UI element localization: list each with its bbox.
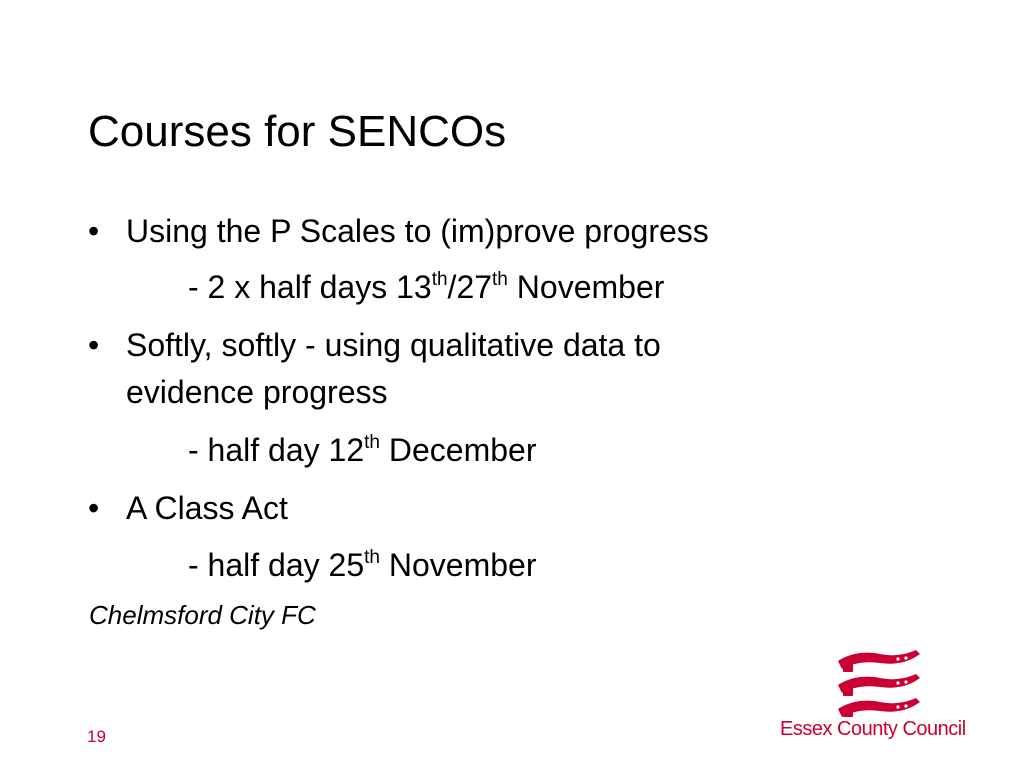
bullet-icon: • — [88, 213, 100, 249]
bullet-icon: • — [88, 327, 100, 363]
slide-title: Courses for SENCOs — [88, 107, 507, 156]
venue-label: Chelmsford City FC — [89, 600, 316, 630]
essex-county-council-logo — [780, 640, 990, 750]
course-title: A Class Act — [126, 490, 288, 526]
slide-number: 19 — [87, 727, 106, 746]
logo-text: Essex County Council — [780, 718, 966, 740]
course-title: Using the P Scales to (im)prove progress — [126, 213, 709, 249]
bullet-icon: • — [88, 490, 100, 526]
course-detail: - half day 25th November — [188, 547, 537, 583]
course-title-continued: evidence progress — [126, 374, 388, 410]
course-detail: - half day 12th December — [188, 432, 537, 468]
course-detail: - 2 x half days 13th/27th November — [188, 269, 665, 305]
essex-three-seaxes-icon — [836, 646, 922, 720]
course-title: Softly, softly - using qualitative data to — [126, 327, 661, 363]
